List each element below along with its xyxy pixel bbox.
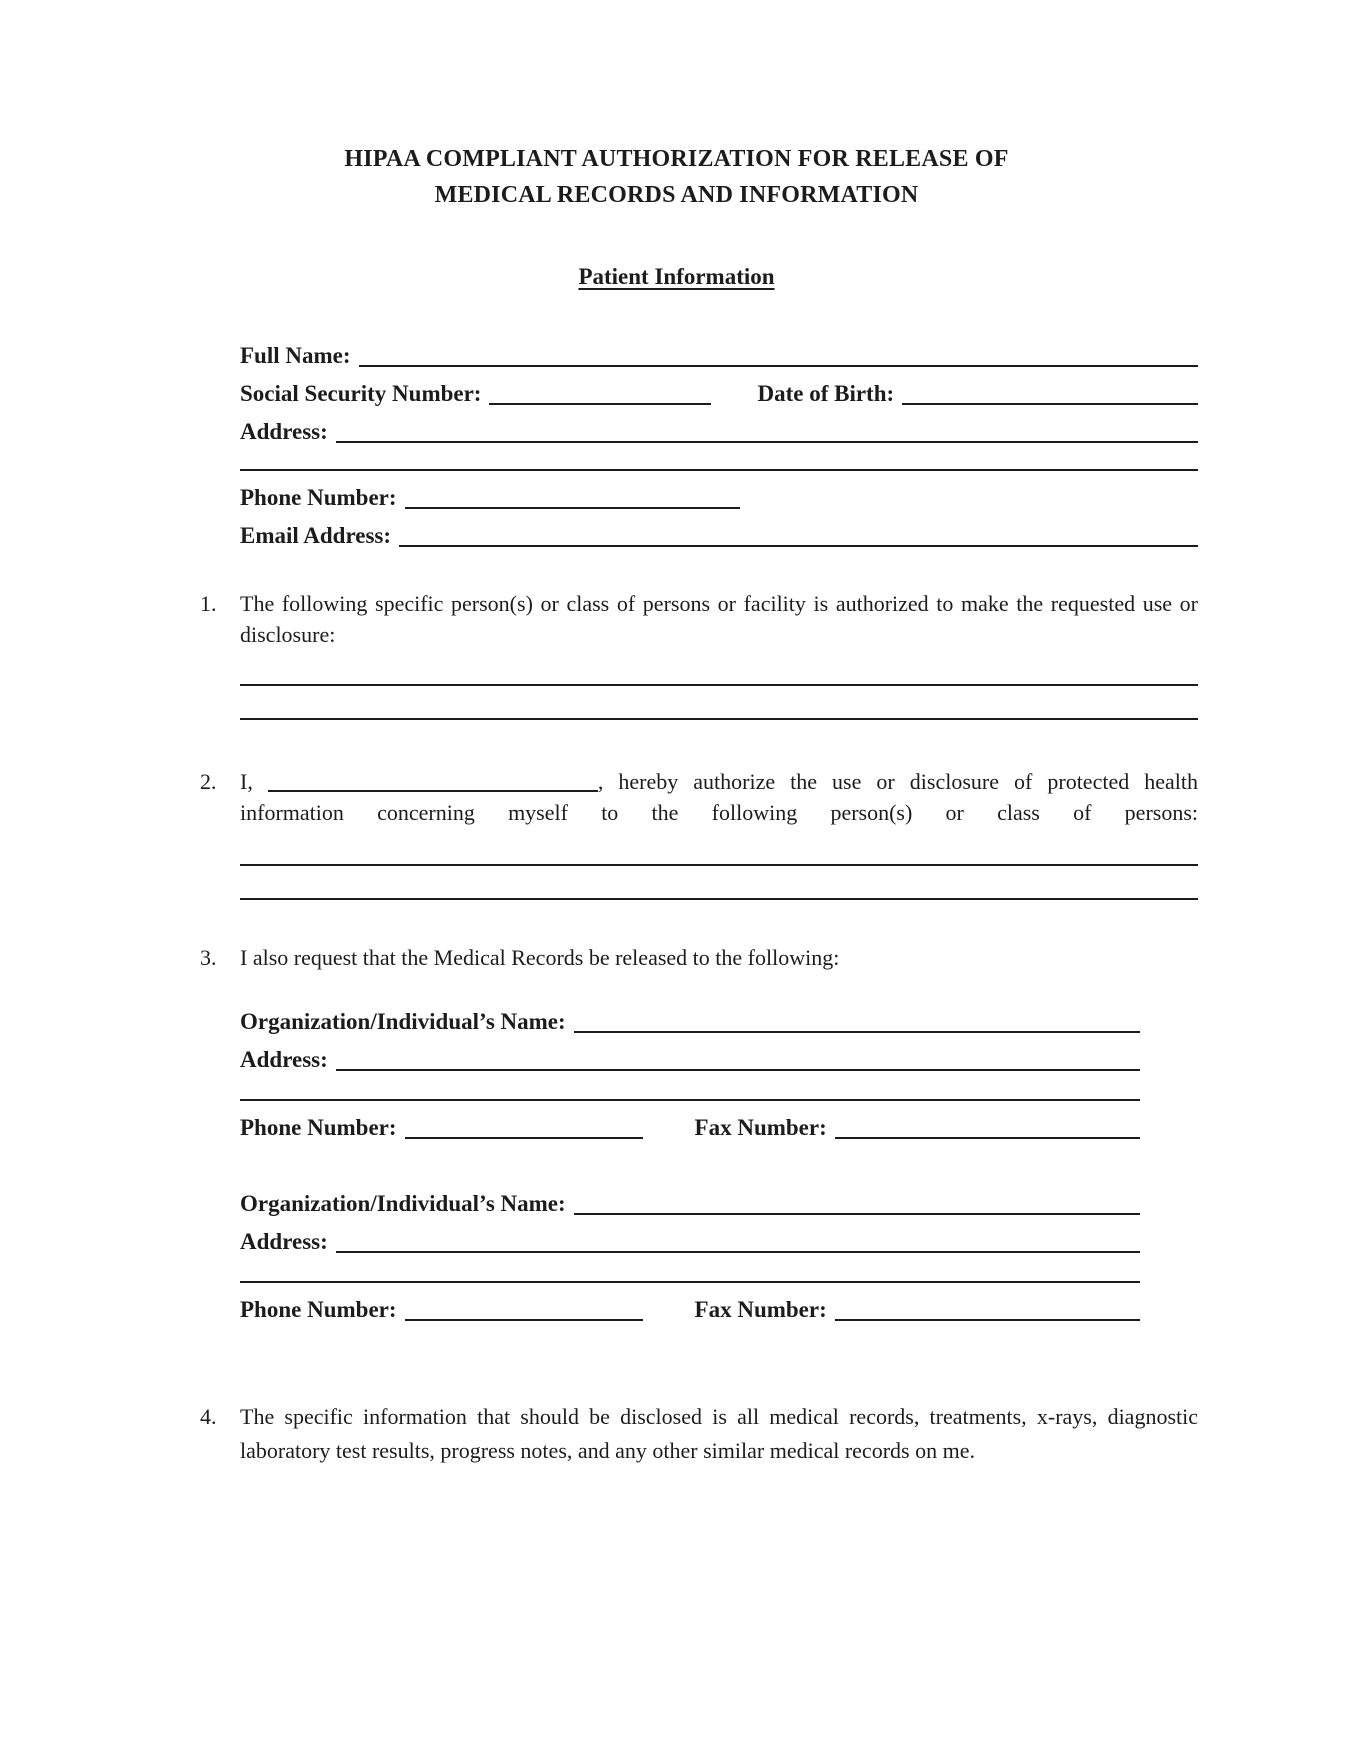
recipient-2-address-input-line-1[interactable] <box>336 1247 1140 1253</box>
recipient-2-name-row <box>240 1180 1140 1218</box>
item-3 <box>200 942 1198 973</box>
item-1-number: 1. <box>200 591 217 616</box>
form-title-line-1: HIPAA COMPLIANT AUTHORIZATION FOR RELEASE OF <box>344 146 1009 172</box>
item-2-name-input-line[interactable] <box>268 778 598 792</box>
recipient-1-address-input-line-1[interactable] <box>336 1065 1140 1071</box>
recipient-1-fax-label: Fax Number: <box>694 1115 827 1140</box>
phone-row <box>240 474 1198 512</box>
full-name-label: Full Name: <box>240 343 351 368</box>
patient-info-section <box>240 332 1198 550</box>
item-2-number: 2. <box>200 769 217 794</box>
item-2-text-after-blank: , hereby authorize the use or disclosure of protected health information concerning myself to the following person(s) or class of persons: <box>240 769 1198 825</box>
recipient-2-phone-input-line[interactable] <box>405 1315 643 1321</box>
recipient-1-address-label: Address: <box>240 1047 328 1072</box>
recipient-2-name-input-line[interactable] <box>574 1209 1140 1215</box>
recipient-2-address-label: Address: <box>240 1229 328 1254</box>
item-2-response-line-1[interactable] <box>240 832 1198 866</box>
address-label: Address: <box>240 419 328 444</box>
item-1 <box>200 588 1198 650</box>
recipient-2-fax-label: Fax Number: <box>694 1297 827 1322</box>
recipient-1-name-label: Organization/Individual’s Name: <box>240 1009 566 1034</box>
recipient-1-name-row <box>240 998 1140 1036</box>
recipient-2-name-label: Organization/Individual’s Name: <box>240 1191 566 1216</box>
item-4-number: 4. <box>200 1404 217 1429</box>
item-3-number: 3. <box>200 945 217 970</box>
recipient-2-address-row <box>240 1218 1140 1256</box>
form-title-line-2: MEDICAL RECORDS AND INFORMATION <box>434 182 919 208</box>
recipient-2-address-input-line-2[interactable] <box>240 1277 1140 1283</box>
recipient-2-phone-label: Phone Number: <box>240 1297 397 1322</box>
item-2-text-before-blank: I, <box>240 769 253 794</box>
recipient-1-address-continuation-row <box>240 1074 1140 1104</box>
email-row <box>240 512 1198 550</box>
recipient-1-address-input-line-2[interactable] <box>240 1095 1140 1101</box>
ssn-input-line[interactable] <box>489 399 711 405</box>
recipient-1-phone-input-line[interactable] <box>405 1133 643 1139</box>
ssn-label: Social Security Number: <box>240 381 482 406</box>
recipient-2-phone-fax-row <box>240 1286 1140 1324</box>
address-input-line-1[interactable] <box>336 437 1198 443</box>
full-name-row <box>240 332 1198 370</box>
item-1-response-line-1[interactable] <box>240 652 1198 686</box>
item-1-text: The following specific person(s) or class of persons or facility is authorized to make the requested use or disclosure: <box>240 591 1198 647</box>
full-name-input-line[interactable] <box>359 361 1198 367</box>
item-2-response-lines <box>240 832 1198 900</box>
recipient-1-phone-fax-row <box>240 1104 1140 1142</box>
recipient-1-fax-input-line[interactable] <box>835 1133 1140 1139</box>
patient-info-heading-text: Patient Information <box>578 264 775 289</box>
recipient-block-1 <box>240 998 1140 1142</box>
item-4-text: The specific information that should be disclosed is all medical records, treatments, x-rays, diagnostic laboratory test results, progress notes, and any other similar medical records on me. <box>240 1404 1198 1463</box>
email-input-line[interactable] <box>399 541 1198 547</box>
address-continuation-row <box>240 446 1198 474</box>
address-input-line-2[interactable] <box>240 465 1198 471</box>
dob-label: Date of Birth: <box>757 381 895 406</box>
item-1-response-lines <box>240 652 1198 720</box>
item-2-response-line-2[interactable] <box>240 866 1198 900</box>
form-title <box>155 141 1198 213</box>
item-2 <box>200 766 1198 828</box>
item-2-text <box>240 766 1198 828</box>
ssn-dob-row <box>240 370 1198 408</box>
recipient-block-2 <box>240 1180 1140 1324</box>
item-1-response-line-2[interactable] <box>240 686 1198 720</box>
patient-info-heading <box>155 264 1198 290</box>
phone-input-line[interactable] <box>405 503 740 509</box>
recipient-2-address-continuation-row <box>240 1256 1140 1286</box>
dob-input-line[interactable] <box>902 399 1198 405</box>
address-row <box>240 408 1198 446</box>
recipient-1-address-row <box>240 1036 1140 1074</box>
item-3-text: I also request that the Medical Records be released to the following: <box>240 945 840 970</box>
recipient-1-name-input-line[interactable] <box>574 1027 1140 1033</box>
phone-label: Phone Number: <box>240 485 397 510</box>
recipient-2-fax-input-line[interactable] <box>835 1315 1140 1321</box>
email-label: Email Address: <box>240 523 392 548</box>
item-4 <box>200 1400 1198 1468</box>
recipient-1-phone-label: Phone Number: <box>240 1115 397 1140</box>
